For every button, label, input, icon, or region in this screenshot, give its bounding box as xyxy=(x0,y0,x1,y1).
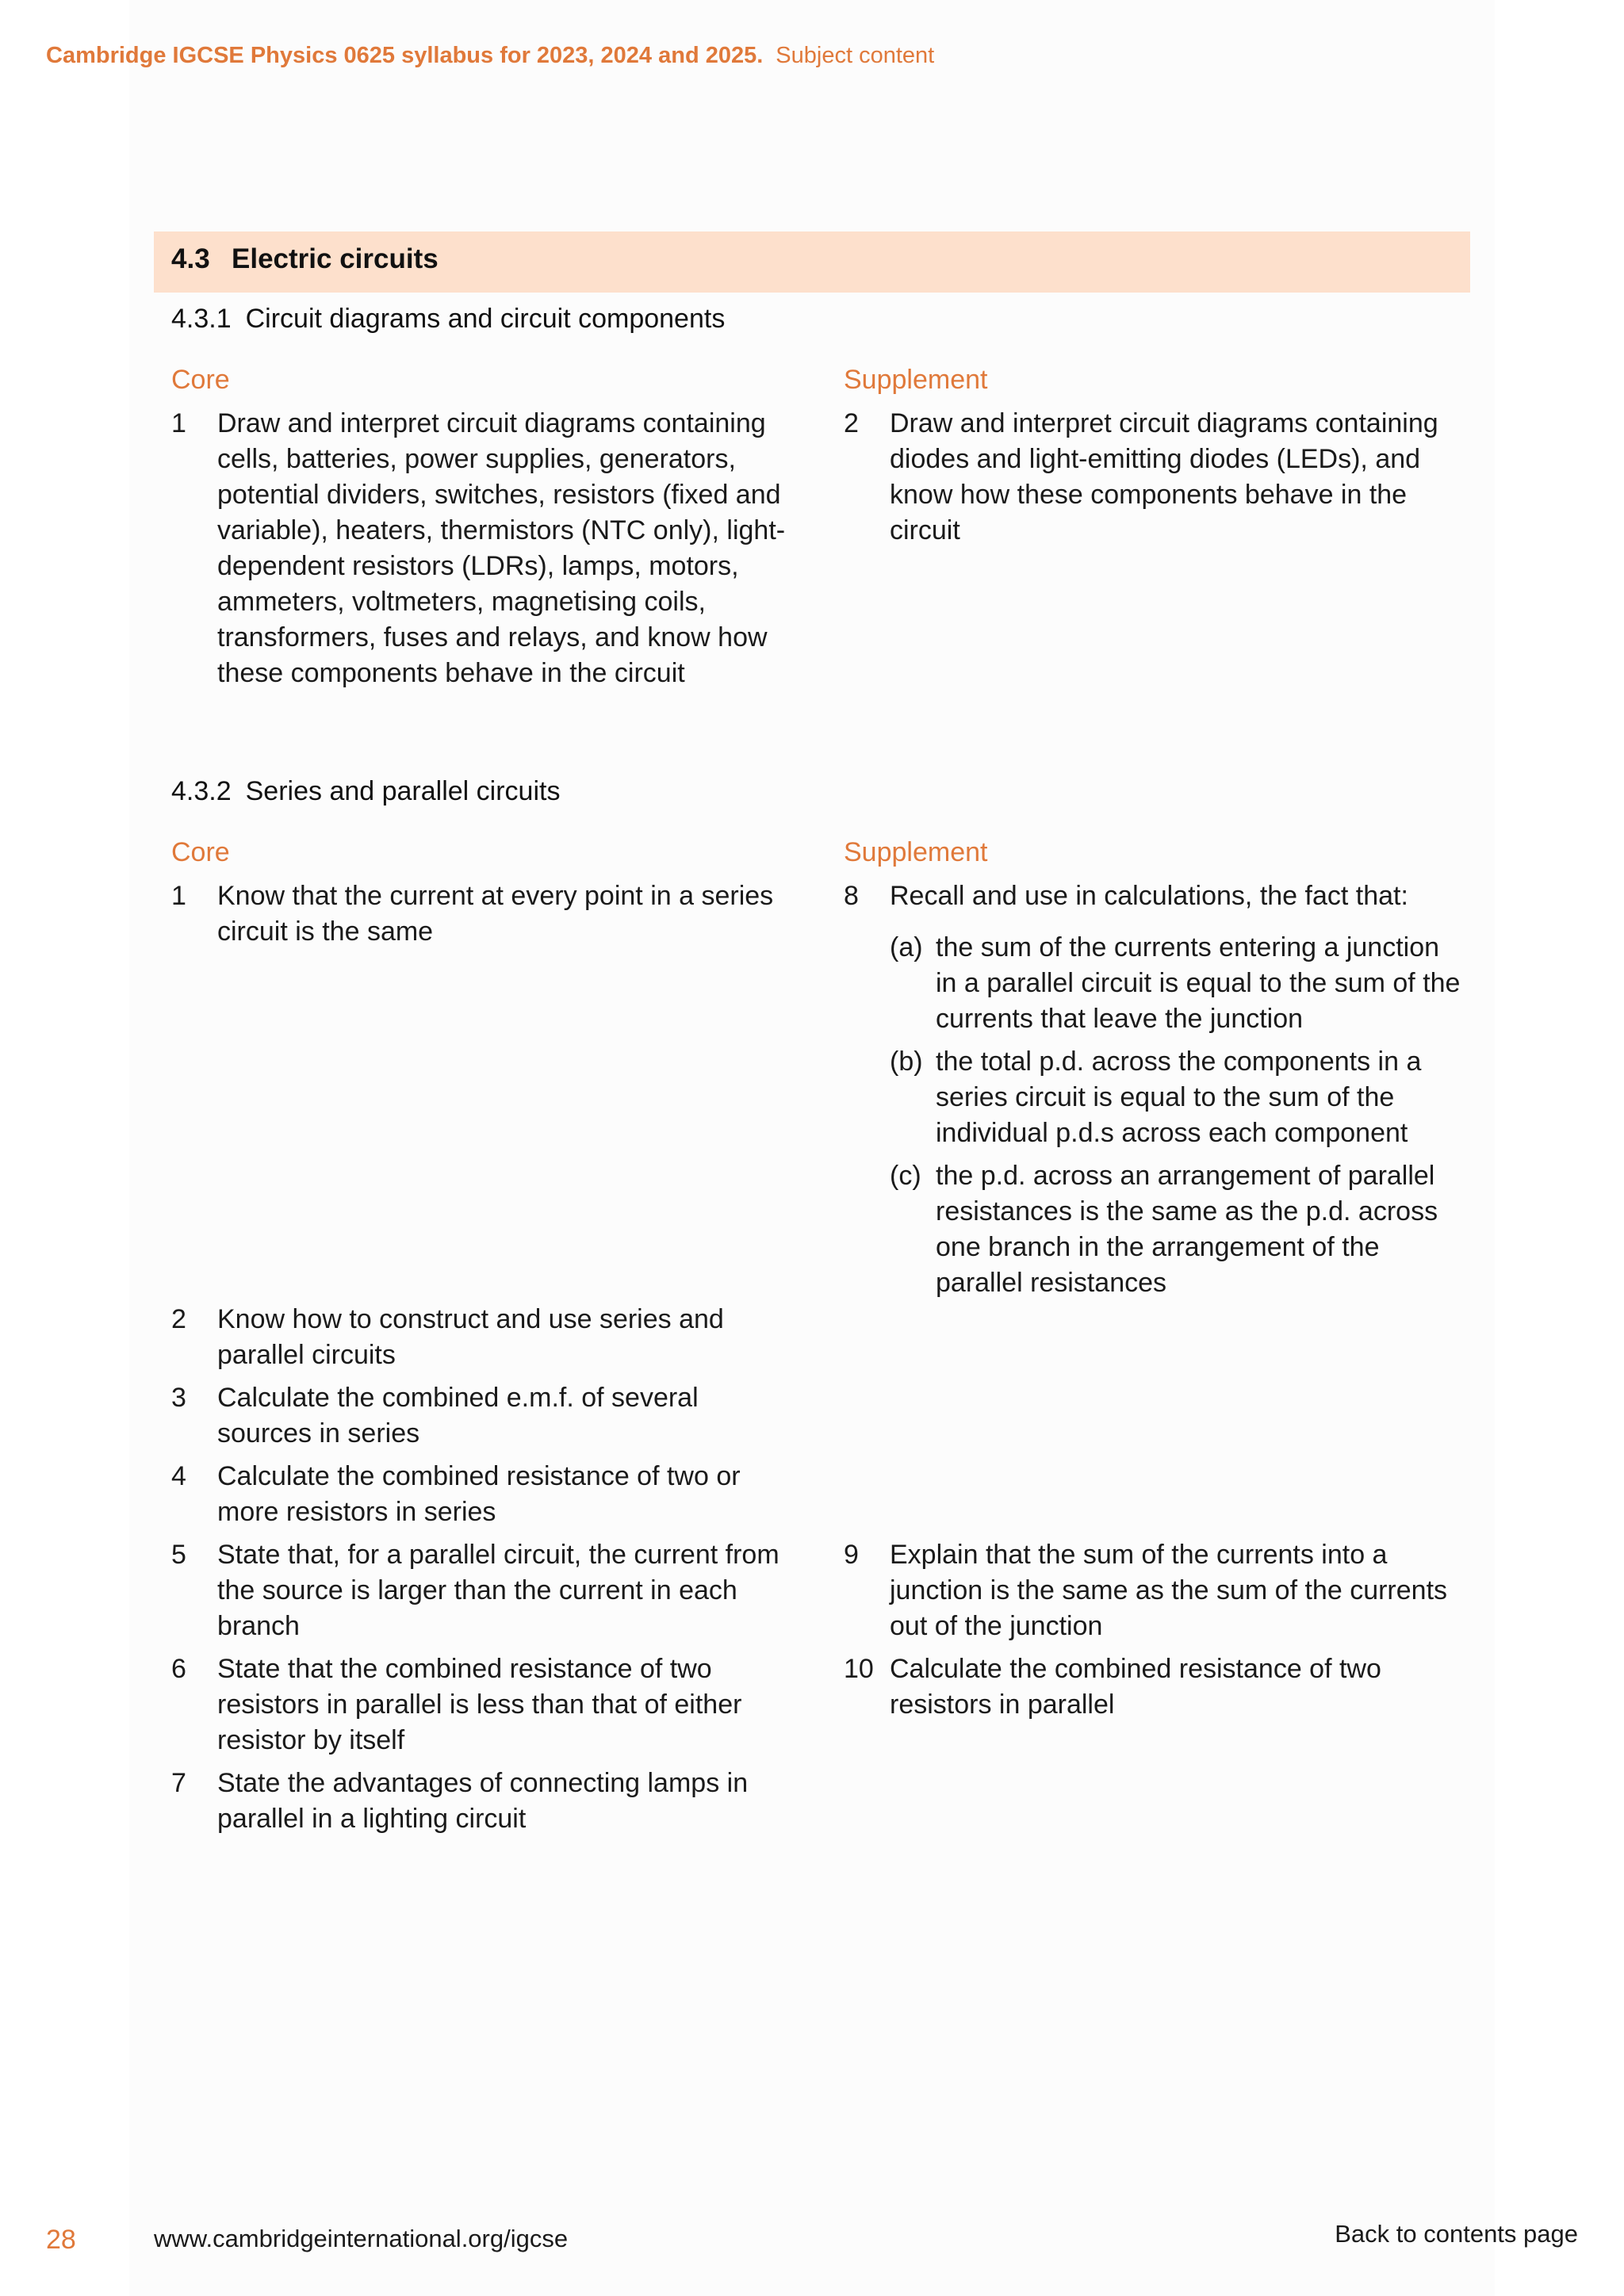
item-number: 2 xyxy=(171,1304,186,1334)
item-text: State that the combined resistance of two resistors in parallel is less than that of either resistor by itself xyxy=(217,1654,742,1755)
section-title-text: Electric circuits xyxy=(232,243,439,274)
header-section: Subject content xyxy=(776,43,935,68)
subsection-number: 4.3.1 xyxy=(171,304,232,334)
section-number: 4.3 xyxy=(171,243,210,274)
footer-url-link[interactable]: www.cambridgeinternational.org/igcse xyxy=(154,2225,569,2252)
subsection-heading-4-3-1 xyxy=(171,304,725,335)
item-text: Calculate the combined e.m.f. of several sources in series xyxy=(217,1383,699,1448)
item-text: Know how to construct and use series and parallel circuits xyxy=(217,1304,724,1370)
item-number: 5 xyxy=(171,1540,186,1570)
item-text: Draw and interpret circuit diagrams containing diodes and light-emitting diodes (LEDs), and know how these components behave in the circuit xyxy=(890,408,1438,545)
item-text: Explain that the sum of the currents into a junction is the same as the sum of the currents out of the junction xyxy=(890,1540,1448,1641)
item-number: 4 xyxy=(171,1461,186,1491)
running-header xyxy=(46,43,934,69)
core-heading: Core xyxy=(171,837,230,867)
subitem-text: the p.d. across an arrangement of parallel resistances is the same as the p.d. across one branch in the arrangement of the parallel resistances xyxy=(936,1161,1438,1298)
item-text: Draw and interpret circuit diagrams containing cells, batteries, power supplies, generators, potential dividers, switches, resistors (fixed and variable), heaters, thermistors (NTC only), light-dependent resistors (LDRs), lamps, motors, ammeters, voltmeters, magnetising coils, transformers, fuses and relays, and know how these components behave in the circuit xyxy=(217,408,786,688)
subsection-heading-4-3-2 xyxy=(171,776,560,807)
item-number: 6 xyxy=(171,1654,186,1684)
item-number: 7 xyxy=(171,1768,186,1798)
core-heading: Core xyxy=(171,365,230,395)
item-text: State the advantages of connecting lamps in parallel in a lighting circuit xyxy=(217,1768,749,1834)
item-number: 3 xyxy=(171,1383,186,1413)
page-number: 28 xyxy=(46,2225,76,2255)
item-number: 8 xyxy=(844,881,859,911)
item-text: State that, for a parallel circuit, the current from the source is larger than the current in each branch xyxy=(217,1540,779,1641)
item-text: Calculate the combined resistance of two resistors in parallel xyxy=(890,1654,1381,1720)
subitem-letter: (a) xyxy=(890,932,923,962)
item-text: Recall and use in calculations, the fact that: xyxy=(890,881,1408,911)
subitem-text: the sum of the currents entering a junction in a parallel circuit is equal to the sum of the currents that leave the junction xyxy=(936,932,1461,1034)
header-title: Cambridge IGCSE Physics 0625 syllabus for 2023, 2024 and 2025. xyxy=(46,43,764,68)
subitem-letter: (c) xyxy=(890,1161,921,1191)
item-text: Know that the current at every point in a series circuit is the same xyxy=(217,881,774,947)
subitem-text: the total p.d. across the components in a series circuit is equal to the sum of the individual p.d.s across each component xyxy=(936,1047,1422,1148)
supplement-heading: Supplement xyxy=(844,837,988,867)
item-number: 1 xyxy=(171,408,186,438)
subsection-number: 4.3.2 xyxy=(171,776,232,806)
subitem-letter: (b) xyxy=(890,1047,923,1077)
item-number: 9 xyxy=(844,1540,859,1570)
section-title xyxy=(171,243,439,275)
item-number: 1 xyxy=(171,881,186,911)
subsection-title: Circuit diagrams and circuit components xyxy=(245,304,726,334)
item-number: 10 xyxy=(844,1654,874,1684)
supplement-heading: Supplement xyxy=(844,365,988,395)
back-to-contents-link[interactable]: Back to contents page xyxy=(1335,2220,1578,2248)
item-text: Calculate the combined resistance of two or more resistors in series xyxy=(217,1461,741,1527)
item-number: 2 xyxy=(844,408,859,438)
subsection-title: Series and parallel circuits xyxy=(245,776,561,806)
